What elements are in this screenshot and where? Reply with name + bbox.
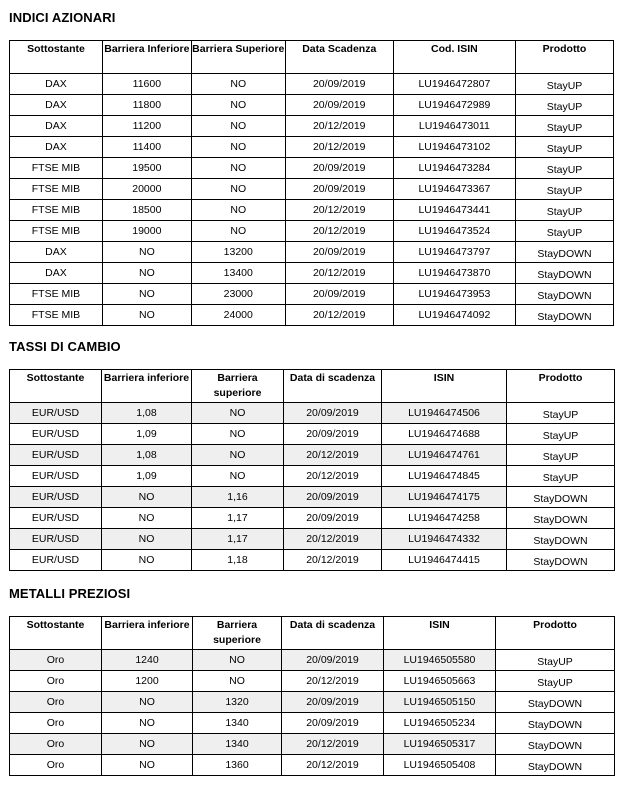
cell-isin: LU1946473953 bbox=[393, 284, 515, 305]
cell-barriera-superiore: NO bbox=[192, 403, 284, 424]
cell-barriera-superiore: 13400 bbox=[191, 263, 285, 284]
product-label: StayDOWN bbox=[537, 289, 592, 302]
product-label: StayDOWN bbox=[527, 718, 583, 731]
table-row bbox=[10, 158, 614, 179]
cell-data-scadenza: 20/12/2019 bbox=[282, 755, 384, 776]
cell-barriera-superiore: 1360 bbox=[193, 755, 282, 776]
cell-barriera-inferiore: NO bbox=[102, 487, 192, 508]
cell-barriera-inferiore: NO bbox=[102, 692, 193, 713]
cell-barriera-superiore: NO bbox=[191, 137, 285, 158]
table-row bbox=[10, 200, 614, 221]
table-row bbox=[10, 529, 615, 550]
cell-barriera-superiore: NO bbox=[192, 424, 284, 445]
cell-barriera-inferiore: NO bbox=[102, 284, 191, 305]
cell-prodotto bbox=[507, 550, 615, 571]
table-row bbox=[10, 424, 615, 445]
cell-barriera-inferiore: 1,09 bbox=[102, 466, 192, 487]
cell-prodotto bbox=[507, 529, 615, 550]
cell-sottostante: EUR/USD bbox=[10, 403, 102, 424]
cell-sottostante: Oro bbox=[10, 692, 102, 713]
cell-barriera-inferiore: NO bbox=[102, 305, 191, 326]
header-row bbox=[10, 41, 614, 74]
cell-isin: LU1946474332 bbox=[382, 529, 507, 550]
cell-barriera-inferiore: NO bbox=[102, 242, 191, 263]
product-label: StayUP bbox=[546, 121, 583, 134]
table-row bbox=[10, 95, 614, 116]
cell-barriera-inferiore: 19000 bbox=[102, 221, 191, 242]
column-header-barriera-superiore: Barriera superiore bbox=[192, 370, 284, 403]
product-label: StayUP bbox=[537, 655, 573, 668]
tassi-di-cambio-table bbox=[9, 369, 615, 571]
table-row bbox=[10, 445, 615, 466]
table-row bbox=[10, 671, 615, 692]
cell-barriera-superiore: NO bbox=[191, 221, 285, 242]
product-label: StayUP bbox=[546, 205, 583, 218]
section-title-indici-azionari: INDICI AZIONARI bbox=[9, 10, 116, 25]
header-row bbox=[10, 370, 615, 403]
cell-barriera-superiore: 1,16 bbox=[192, 487, 284, 508]
column-header-sottostante: Sottostante bbox=[10, 370, 102, 403]
cell-prodotto bbox=[515, 284, 613, 305]
cell-barriera-inferiore: 18500 bbox=[102, 200, 191, 221]
cell-prodotto bbox=[496, 692, 615, 713]
cell-sottostante: FTSE MIB bbox=[10, 284, 103, 305]
table-row bbox=[10, 179, 614, 200]
cell-barriera-superiore: NO bbox=[192, 466, 284, 487]
cell-sottostante: EUR/USD bbox=[10, 550, 102, 571]
cell-barriera-inferiore: NO bbox=[102, 713, 193, 734]
cell-sottostante: EUR/USD bbox=[10, 529, 102, 550]
product-label: StayUP bbox=[546, 142, 583, 155]
cell-data-scadenza: 20/09/2019 bbox=[285, 95, 393, 116]
cell-prodotto bbox=[515, 116, 613, 137]
cell-isin: LU1946474175 bbox=[382, 487, 507, 508]
column-header-data-scadenza: Data di scadenza bbox=[282, 617, 384, 650]
table-row bbox=[10, 137, 614, 158]
product-label: StayUP bbox=[542, 450, 579, 463]
table-row bbox=[10, 650, 615, 671]
cell-sottostante: Oro bbox=[10, 713, 102, 734]
cell-sottostante: DAX bbox=[10, 242, 103, 263]
cell-isin: LU1946505317 bbox=[384, 734, 496, 755]
cell-sottostante: EUR/USD bbox=[10, 487, 102, 508]
cell-barriera-superiore: NO bbox=[193, 650, 282, 671]
table-row bbox=[10, 487, 615, 508]
cell-isin: LU1946473870 bbox=[393, 263, 515, 284]
product-label: StayUP bbox=[542, 429, 579, 442]
cell-barriera-superiore: 13200 bbox=[191, 242, 285, 263]
cell-data-scadenza: 20/09/2019 bbox=[285, 179, 393, 200]
cell-sottostante: DAX bbox=[10, 137, 103, 158]
cell-sottostante: EUR/USD bbox=[10, 424, 102, 445]
table-row bbox=[10, 242, 614, 263]
cell-prodotto bbox=[515, 137, 613, 158]
column-header-prodotto: Prodotto bbox=[496, 617, 615, 650]
cell-prodotto bbox=[496, 671, 615, 692]
cell-barriera-superiore: NO bbox=[191, 158, 285, 179]
column-header-barriera-superiore: Barriera superiore bbox=[193, 617, 282, 650]
column-header-barriera-inferiore: Barriera inferiore bbox=[102, 370, 192, 403]
cell-barriera-inferiore: NO bbox=[102, 529, 192, 550]
cell-data-scadenza: 20/12/2019 bbox=[285, 263, 393, 284]
cell-sottostante: EUR/USD bbox=[10, 445, 102, 466]
table-row bbox=[10, 734, 615, 755]
table-row bbox=[10, 466, 615, 487]
column-header-barriera-superiore: Barriera Superiore bbox=[191, 41, 285, 74]
cell-sottostante: Oro bbox=[10, 734, 102, 755]
cell-prodotto bbox=[515, 200, 613, 221]
cell-sottostante: DAX bbox=[10, 116, 103, 137]
cell-barriera-inferiore: 1240 bbox=[102, 650, 193, 671]
table-row bbox=[10, 403, 615, 424]
cell-barriera-inferiore: NO bbox=[102, 508, 192, 529]
table-row bbox=[10, 692, 615, 713]
cell-data-scadenza: 20/09/2019 bbox=[285, 242, 393, 263]
cell-prodotto bbox=[507, 487, 615, 508]
cell-barriera-superiore: NO bbox=[191, 179, 285, 200]
indici-azionari-table bbox=[9, 40, 614, 326]
cell-isin: LU1946473441 bbox=[393, 200, 515, 221]
cell-isin: LU1946505150 bbox=[384, 692, 496, 713]
column-header-data-scadenza: Data Scadenza bbox=[285, 41, 393, 74]
product-label: StayDOWN bbox=[527, 739, 583, 752]
cell-data-scadenza: 20/09/2019 bbox=[284, 487, 382, 508]
cell-prodotto bbox=[507, 466, 615, 487]
cell-isin: LU1946505234 bbox=[384, 713, 496, 734]
cell-sottostante: EUR/USD bbox=[10, 466, 102, 487]
product-label: StayDOWN bbox=[533, 513, 588, 526]
column-header-barriera-inferiore: Barriera inferiore bbox=[102, 617, 193, 650]
table-row bbox=[10, 221, 614, 242]
cell-prodotto bbox=[515, 158, 613, 179]
product-label: StayDOWN bbox=[533, 492, 588, 505]
cell-data-scadenza: 20/12/2019 bbox=[284, 466, 382, 487]
column-header-prodotto: Prodotto bbox=[507, 370, 615, 403]
cell-barriera-inferiore: 11600 bbox=[102, 74, 191, 95]
table-row bbox=[10, 508, 615, 529]
cell-barriera-inferiore: 1,08 bbox=[102, 403, 192, 424]
cell-isin: LU1946474258 bbox=[382, 508, 507, 529]
cell-prodotto bbox=[515, 263, 613, 284]
cell-barriera-superiore: 1320 bbox=[193, 692, 282, 713]
cell-isin: LU1946474845 bbox=[382, 466, 507, 487]
cell-isin: LU1946505408 bbox=[384, 755, 496, 776]
cell-data-scadenza: 20/12/2019 bbox=[285, 137, 393, 158]
cell-barriera-inferiore: 1,08 bbox=[102, 445, 192, 466]
cell-isin: LU1946473367 bbox=[393, 179, 515, 200]
product-label: StayUP bbox=[542, 408, 579, 421]
section-title-tassi-di-cambio: TASSI DI CAMBIO bbox=[9, 339, 121, 354]
metalli-preziosi-table bbox=[9, 616, 615, 776]
cell-prodotto bbox=[515, 179, 613, 200]
column-header-barriera-inferiore: Barriera Inferiore bbox=[102, 41, 191, 74]
cell-prodotto bbox=[507, 403, 615, 424]
product-label: StayUP bbox=[546, 79, 583, 92]
cell-sottostante: DAX bbox=[10, 263, 103, 284]
cell-isin: LU1946473011 bbox=[393, 116, 515, 137]
cell-barriera-superiore: NO bbox=[191, 200, 285, 221]
cell-sottostante: FTSE MIB bbox=[10, 158, 103, 179]
cell-sottostante: FTSE MIB bbox=[10, 305, 103, 326]
cell-prodotto bbox=[496, 734, 615, 755]
cell-barriera-superiore: 1340 bbox=[193, 734, 282, 755]
cell-isin: LU1946474688 bbox=[382, 424, 507, 445]
product-label: StayUP bbox=[546, 163, 583, 176]
column-header-sottostante: Sottostante bbox=[10, 617, 102, 650]
cell-data-scadenza: 20/09/2019 bbox=[284, 508, 382, 529]
cell-data-scadenza: 20/12/2019 bbox=[284, 529, 382, 550]
column-header-isin: Cod. ISIN bbox=[393, 41, 515, 74]
cell-barriera-superiore: 1,17 bbox=[192, 529, 284, 550]
cell-data-scadenza: 20/09/2019 bbox=[285, 74, 393, 95]
cell-prodotto bbox=[515, 74, 613, 95]
product-label: StayDOWN bbox=[537, 310, 592, 323]
cell-prodotto bbox=[515, 242, 613, 263]
cell-barriera-inferiore: NO bbox=[102, 755, 193, 776]
table-row bbox=[10, 284, 614, 305]
cell-isin: LU1946472989 bbox=[393, 95, 515, 116]
cell-prodotto bbox=[496, 755, 615, 776]
cell-prodotto bbox=[515, 95, 613, 116]
cell-barriera-inferiore: NO bbox=[102, 734, 193, 755]
product-label: StayDOWN bbox=[533, 534, 588, 547]
cell-sottostante: FTSE MIB bbox=[10, 200, 103, 221]
table-row bbox=[10, 713, 615, 734]
product-label: StayUP bbox=[546, 184, 583, 197]
cell-barriera-superiore: NO bbox=[191, 116, 285, 137]
cell-data-scadenza: 20/12/2019 bbox=[282, 734, 384, 755]
cell-prodotto bbox=[515, 221, 613, 242]
cell-data-scadenza: 20/12/2019 bbox=[285, 116, 393, 137]
cell-sottostante: DAX bbox=[10, 74, 103, 95]
cell-barriera-inferiore: 11800 bbox=[102, 95, 191, 116]
cell-prodotto bbox=[507, 508, 615, 529]
cell-isin: LU1946474761 bbox=[382, 445, 507, 466]
product-label: StayUP bbox=[546, 226, 583, 239]
product-label: StayDOWN bbox=[527, 697, 583, 710]
cell-barriera-inferiore: 1,09 bbox=[102, 424, 192, 445]
cell-data-scadenza: 20/12/2019 bbox=[284, 445, 382, 466]
table-row bbox=[10, 263, 614, 284]
product-label: StayUP bbox=[537, 676, 573, 689]
product-label: StayDOWN bbox=[533, 555, 588, 568]
cell-sottostante: EUR/USD bbox=[10, 508, 102, 529]
header-row bbox=[10, 617, 615, 650]
cell-barriera-superiore: NO bbox=[191, 74, 285, 95]
cell-sottostante: Oro bbox=[10, 650, 102, 671]
cell-barriera-inferiore: 19500 bbox=[102, 158, 191, 179]
product-label: StayDOWN bbox=[537, 268, 592, 281]
cell-barriera-inferiore: 1200 bbox=[102, 671, 193, 692]
cell-isin: LU1946473102 bbox=[393, 137, 515, 158]
cell-barriera-superiore: 1,18 bbox=[192, 550, 284, 571]
cell-data-scadenza: 20/09/2019 bbox=[282, 650, 384, 671]
cell-barriera-superiore: 1340 bbox=[193, 713, 282, 734]
cell-data-scadenza: 20/09/2019 bbox=[284, 403, 382, 424]
cell-sottostante: Oro bbox=[10, 755, 102, 776]
cell-data-scadenza: 20/09/2019 bbox=[285, 158, 393, 179]
column-header-data-scadenza: Data di scadenza bbox=[284, 370, 382, 403]
product-label: StayUP bbox=[546, 100, 583, 113]
cell-barriera-superiore: 23000 bbox=[191, 284, 285, 305]
cell-isin: LU1946472807 bbox=[393, 74, 515, 95]
cell-prodotto bbox=[507, 424, 615, 445]
cell-data-scadenza: 20/12/2019 bbox=[285, 221, 393, 242]
cell-prodotto bbox=[496, 650, 615, 671]
cell-barriera-superiore: NO bbox=[192, 445, 284, 466]
cell-barriera-superiore: NO bbox=[191, 95, 285, 116]
cell-prodotto bbox=[507, 445, 615, 466]
product-label: StayDOWN bbox=[537, 247, 592, 260]
product-label: StayDOWN bbox=[527, 760, 583, 773]
cell-data-scadenza: 20/12/2019 bbox=[282, 671, 384, 692]
cell-barriera-inferiore: NO bbox=[102, 263, 191, 284]
section-title-metalli-preziosi: METALLI PREZIOSI bbox=[9, 586, 131, 601]
cell-sottostante: Oro bbox=[10, 671, 102, 692]
cell-sottostante: FTSE MIB bbox=[10, 221, 103, 242]
cell-barriera-inferiore: 11200 bbox=[102, 116, 191, 137]
column-header-isin: ISIN bbox=[382, 370, 507, 403]
cell-sottostante: FTSE MIB bbox=[10, 179, 103, 200]
product-label: StayUP bbox=[542, 471, 579, 484]
cell-barriera-superiore: 24000 bbox=[191, 305, 285, 326]
cell-prodotto bbox=[515, 305, 613, 326]
cell-barriera-inferiore: 20000 bbox=[102, 179, 191, 200]
column-header-isin: ISIN bbox=[384, 617, 496, 650]
cell-barriera-inferiore: 11400 bbox=[102, 137, 191, 158]
column-header-prodotto: Prodotto bbox=[515, 41, 613, 74]
cell-isin: LU1946474506 bbox=[382, 403, 507, 424]
table-row bbox=[10, 74, 614, 95]
table-row bbox=[10, 116, 614, 137]
cell-data-scadenza: 20/09/2019 bbox=[284, 424, 382, 445]
column-header-sottostante: Sottostante bbox=[10, 41, 103, 74]
table-row bbox=[10, 305, 614, 326]
cell-data-scadenza: 20/09/2019 bbox=[282, 713, 384, 734]
cell-isin: LU1946474415 bbox=[382, 550, 507, 571]
cell-barriera-superiore: 1,17 bbox=[192, 508, 284, 529]
cell-data-scadenza: 20/12/2019 bbox=[284, 550, 382, 571]
table-row bbox=[10, 755, 615, 776]
cell-isin: LU1946474092 bbox=[393, 305, 515, 326]
cell-isin: LU1946505663 bbox=[384, 671, 496, 692]
cell-isin: LU1946473524 bbox=[393, 221, 515, 242]
cell-isin: LU1946473797 bbox=[393, 242, 515, 263]
cell-data-scadenza: 20/12/2019 bbox=[285, 200, 393, 221]
cell-data-scadenza: 20/09/2019 bbox=[285, 284, 393, 305]
cell-data-scadenza: 20/09/2019 bbox=[282, 692, 384, 713]
cell-sottostante: DAX bbox=[10, 95, 103, 116]
cell-isin: LU1946473284 bbox=[393, 158, 515, 179]
cell-barriera-superiore: NO bbox=[193, 671, 282, 692]
table-row bbox=[10, 550, 615, 571]
cell-data-scadenza: 20/12/2019 bbox=[285, 305, 393, 326]
cell-isin: LU1946505580 bbox=[384, 650, 496, 671]
cell-prodotto bbox=[496, 713, 615, 734]
cell-barriera-inferiore: NO bbox=[102, 550, 192, 571]
